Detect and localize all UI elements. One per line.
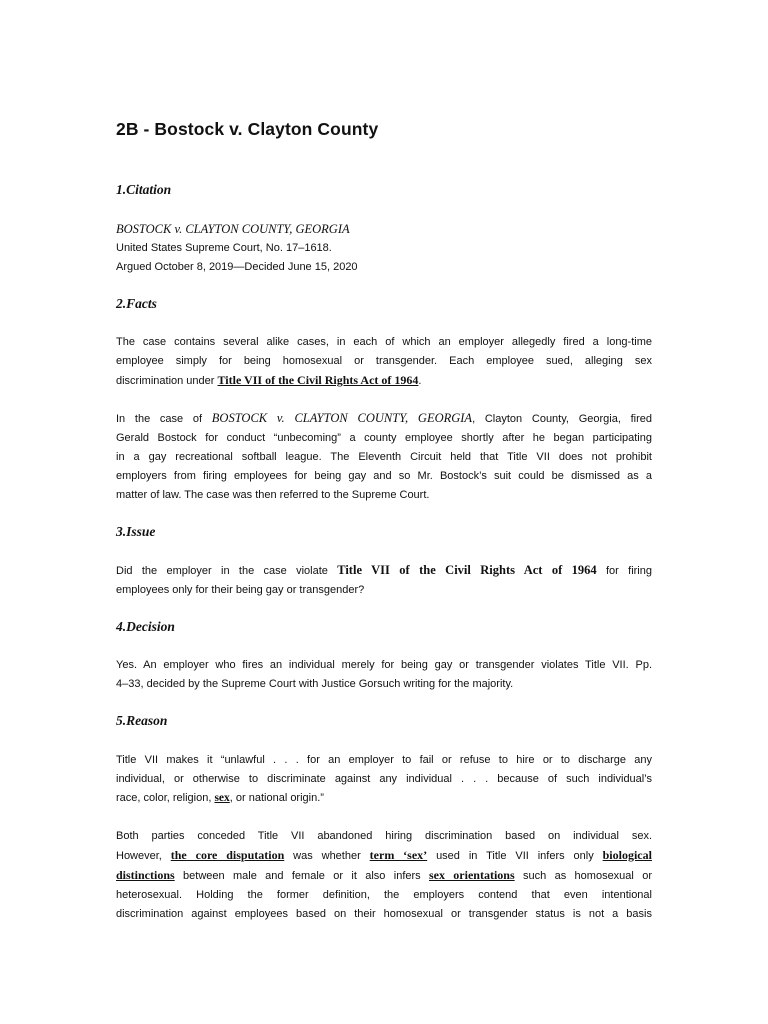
decision-line: Yes. An employer who fires an individual merely for being gay or transgender violates Title VII. Pp. [116, 659, 652, 671]
reason-p2-text: such as homosexual or [514, 870, 652, 882]
facts-p2-text: , Clayton County, Georgia, fired [472, 413, 653, 425]
reason-p1-text: , or national origin.” [229, 792, 324, 804]
reason-p2-text: was whether [284, 850, 370, 862]
reason-paragraph-1 [116, 751, 652, 808]
title-vii-link[interactable]: Title VII of the Civil Rights Act of 1964 [217, 373, 419, 387]
sex-orientations-link[interactable]: sex orientations [429, 868, 515, 882]
facts-p1-text: . [418, 375, 422, 387]
facts-p2-text: In the case of [116, 413, 212, 425]
issue-line [116, 561, 652, 581]
reason-p2-text: between male and female or it also infers [174, 870, 430, 882]
facts-p1-line: employee simply for being homosexual or transgender. Each employee sued, alleging sex [116, 355, 652, 367]
facts-p2-line: in a gay recreational softball league. The Eleventh Circuit held that Title VII does not prohibit [116, 451, 652, 463]
decision-paragraph [116, 656, 652, 694]
facts-p1-line [116, 371, 652, 391]
citation-case-name: BOSTOCK v. CLAYTON COUNTY, GEORGIA [116, 222, 350, 236]
decision-heading: 4.Decision [116, 619, 175, 634]
facts-p1-line: The case contains several alike cases, in each of which an employer allegedly fired a long-time [116, 336, 652, 348]
core-disputation-link[interactable]: the core disputation [170, 848, 285, 862]
reason-p2-line: Both parties conceded Title VII abandoned hiring discrimination based on individual sex. [116, 830, 652, 842]
decision-line: 4–33, decided by the Supreme Court with Justice Gorsuch writing for the majority. [116, 678, 514, 690]
reason-p1-line: individual, or otherwise to discriminate against any individual . . . because of such individual’s [116, 773, 652, 785]
issue-line: employees only for their being gay or transgender? [116, 584, 365, 596]
issue-heading: 3.Issue [116, 524, 156, 539]
reason-p1-text: race, color, religion, [116, 792, 215, 804]
facts-p2-line: Gerald Bostock for conduct “unbecoming” a county employee shortly after he began participating [116, 432, 652, 444]
issue-text: Did the employer in the case violate [116, 565, 338, 577]
citation-dates: Argued October 8, 2019—Decided June 15, 2020 [116, 261, 358, 273]
sex-term-link[interactable]: sex [214, 792, 230, 804]
reason-p2-text: used in Title VII infers only [427, 850, 603, 862]
facts-p1-text: discrimination under [116, 375, 218, 387]
facts-paragraph-2 [116, 409, 652, 505]
citation-block [116, 220, 652, 277]
distinctions-link[interactable]: distinctions [116, 868, 175, 882]
term-sex-link[interactable]: term ‘sex’ [369, 848, 428, 862]
reason-p2-line [116, 866, 652, 886]
reason-heading: 5.Reason [116, 713, 168, 728]
reason-p1-line: Title VII makes it “unlawful . . . for an employer to fail or refuse to hire or to discharge any [116, 754, 652, 766]
facts-paragraph-1 [116, 333, 652, 391]
citation-heading: 1.Citation [116, 182, 172, 197]
facts-p2-line: employers from firing employees for being gay and so Mr. Bostock’s suit could be dismissed as a [116, 470, 652, 482]
reason-p2-text: However, [116, 850, 171, 862]
issue-title-vii: Title VII of the Civil Rights Act of 1964 [337, 563, 597, 577]
reason-p2-line: discrimination against employees based on their homosexual or transgender status is not a basis [116, 908, 652, 920]
reason-p1-line [116, 789, 652, 808]
facts-heading: 2.Facts [116, 296, 157, 311]
reason-p2-line: heterosexual. Holding the former definition, the employers contend that even intentional [116, 889, 652, 901]
biological-link[interactable]: biological [602, 848, 652, 862]
citation-court: United States Supreme Court, No. 17–1618. [116, 242, 332, 254]
facts-case-name: BOSTOCK v. CLAYTON COUNTY, GEORGIA [211, 411, 473, 425]
issue-paragraph [116, 561, 652, 600]
reason-p2-line [116, 846, 652, 866]
document-title: 2B - Bostock v. Clayton County [116, 119, 379, 139]
issue-text: for firing [596, 565, 652, 577]
reason-paragraph-2 [116, 827, 652, 924]
facts-p2-line [116, 409, 652, 429]
facts-p2-line: matter of law. The case was then referred to the Supreme Court. [116, 489, 430, 501]
